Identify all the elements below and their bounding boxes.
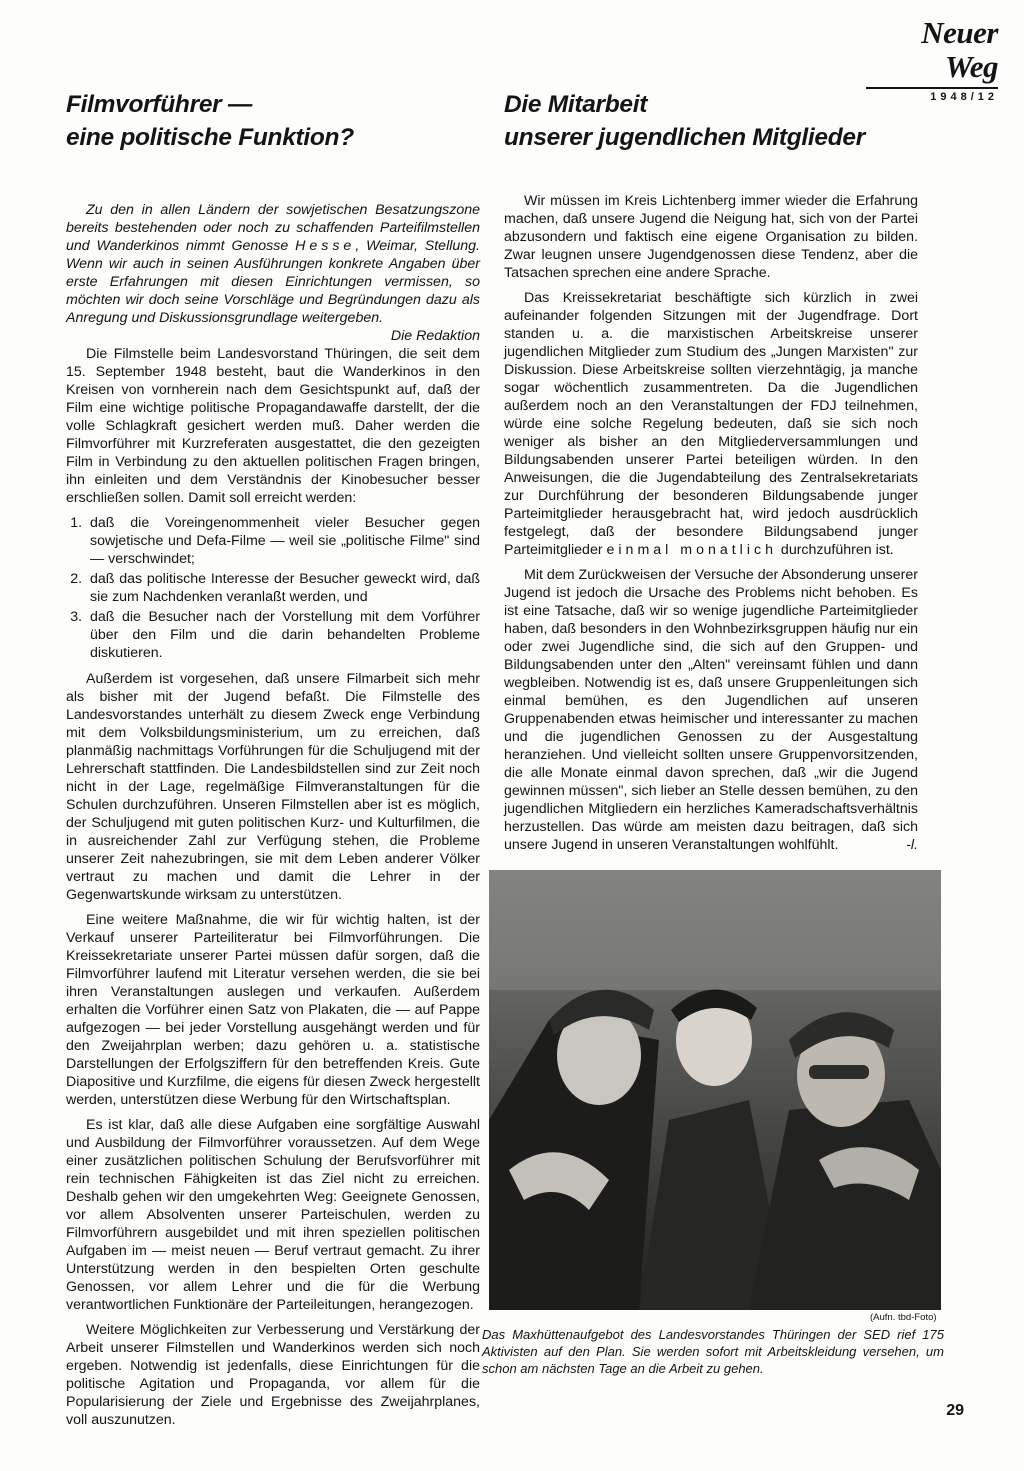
paragraph: Wir müssen im Kreis Lichtenberg immer wieder die Erfahrung machen, daß unsere Jugend die Neigung hat, sich von der Partei abzusondern und faktisch eine eigene Organisation zu bilden. Zwar leugnen unsere Jugendgenossen diese Tendenz, aber die Tatsachen sprechen eine andere Sprache. xyxy=(504,193,918,281)
photo-caption: Das Maxhüttenaufgebot des Landesvorstandes Thüringen der SED rief 175 Aktivisten auf den Plan. Sie werden sofort mit Arbeitskleidung versehen, um schon am nächsten Tage an die Arbeit zu gehen. xyxy=(482,1327,944,1376)
article-jugendliche-mitglieder xyxy=(504,88,918,861)
paragraph xyxy=(504,566,918,854)
author-signature: -l. xyxy=(906,837,918,853)
paragraph-text: Mit dem Zurückweisen der Versuche der Absonderung unserer Jugend ist jedoch die Ursache des Problems nicht behoben. Es ist eine Tatsache, daß wir so wenige jugendliche Parteimitglieder haben, daß besonders in den Wohnbezirksgruppen häufig nur ein oder zwei Jugendliche sind, die sich auf den Gruppen- und Bildungsabenden unter den „Alten" vereinsamt fühlen und dann wegbleiben. Notwendig ist es, daß unsere Gruppenleitungen sich einmal bemühen, es den Jugendlichen auf unseren Gruppenabenden etwas heimischer und interessanter zu machen und die jugendlichen Genossen zu der Ausgestaltung heranziehen. Und vielleicht sollten unsere Gruppenvorsitzenden, die alle Monate einmal davon sprechen, daß „wir die Jugend gewinnen müssen", sich lieber an Stelle dessen bemühen, zu den jugendlichen Mitgliedern ein herzliches Kameradschaftsverhältnis herzustellen. Das würde am meisten dazu beitragen, daß sich unsere Jugend in unseren Veranstaltungen wohlfühlt. xyxy=(504,567,918,853)
paragraph: Die Filmstelle beim Landesvorstand Thüringen, die seit dem 15. September 1948 besteht, baut die Wanderkinos in den Kreisen von vornherein nach dem Gesichtspunkt auf, daß der Film eine wichtige politische Propagandawaffe darstellt, der die volle Schlagkraft gesichert werden muß. Daher werden die Filmvorführer mit Kurzreferaten ausgestattet, die den gezeigten Film in Verbindung zu den aktuellen politischen Fragen bringen, ihn einleiten und dem Verständnis der Kinobesucher besser erschließen sollen. Damit soll erreicht werden: xyxy=(66,346,480,506)
editor-intro xyxy=(66,201,480,344)
intro-text: Zu den in allen Ländern der sowjetischen Besatzungszone bereits bestehenden oder noch zu schaffenden Parteifilmstellen und Wanderkinos nimmt Genosse xyxy=(66,202,480,254)
paragraph-text: Das Kreissekretariat beschäftigte sich kürzlich in zwei aufeinander folgenden Sitzungen mit der Jugendfrage. Dort standen u. a. die marxistischen Arbeitskreise unserer jugendlichen Mitglieder zum Studium des „Jungen Marxisten" zur Diskussion. Diese Arbeitskreise sollten vierzehntägig, ja manche sogar wöchentlich zusammentreten. Da die Jugendlichen außerdem noch an den Veranstaltungen der FDJ teilnehmen, würde eine solche Regelung bedeuten, daß sie sich noch weniger als bisher an den Mitgliederversammlungen und Bildungsabenden unserer Partei beteiligen würden. In den Anweisungen, die die Jugendabteilung des Zentralsekretariats zur Durchführung der besonderen Bildungsabende junger Parteimitglieder herausgebracht hat, wird jedoch ausdrücklich festgelegt, daß der besondere Bildungsabend junger Parteimitglieder xyxy=(504,290,918,558)
news-photo xyxy=(489,870,941,1310)
page-number: 29 xyxy=(946,1402,964,1419)
intro-author-name: Hesse xyxy=(295,238,356,254)
paragraph: Eine weitere Maßnahme, die wir für wichtig halten, ist der Verkauf unserer Parteiliteratur bei Filmvorführungen. Die Kreissekretariate unserer Partei müssen dafür sorgen, daß die Filmvorführer laufend mit Literatur versehen werden, die sie bei ihren Veranstaltungen auslegen und verkaufen. Außerdem erhalten die Vorführer einen Satz von Plakaten, die — auf Pappe aufgezogen — bei jeder Vorstellung ausgehängt werden und für den Zweijahrplan werben; dazu gehören u. a. statistische Darstellungen der Erfolgsziffern für den betreffenden Kreis. Gute Diapositive und Kurzfilme, die eigens für diesen Zweck hergestellt werden, unterstützen diese Werbung für den Wirtschaftsplan. xyxy=(66,912,480,1108)
goals-list xyxy=(66,514,480,662)
article-title xyxy=(504,88,918,154)
list-item: 1. daß die Voreingenommenheit vieler Besucher gegen sowjetische und Defa-Filme — weil sie „politische Filme" sind — verschwindet; xyxy=(86,514,480,568)
intro-text-rest: , Weimar, Stellung. Wenn wir auch in seinen Ausführungen konkrete Angaben über erste Erfahrungen mit diesen Einrichtungen vermissen, so möchten wir doch seine Vorschläge und Begründungen dazu als Anregung und Diskussionsgrundlage weitergeben. xyxy=(66,238,480,326)
article-title xyxy=(66,88,480,154)
paragraph: Weitere Möglichkeiten zur Verbesserung und Verstärkung der Arbeit unserer Filmstellen und Wanderkinos werden sich noch ergeben. Notwendig ist jedenfalls, diese Einrichtungen für die politische Agitation und Propaganda, vor allem für die Popularisierung der Ziele und Ergebnisse des Zweijahrplanes, voll auszunutzen. xyxy=(66,1322,480,1428)
title-line-1: Die Mitarbeit xyxy=(504,91,648,118)
photo-credit: (Aufn. tbd-Foto) xyxy=(870,1312,937,1323)
list-item: 2. daß das politische Interesse der Besucher geweckt wird, daß sie zum Nachdenken veranlaßt werden, und xyxy=(86,570,480,606)
magazine-logo: Neuer Weg xyxy=(921,15,998,84)
list-item: 3. daß die Besucher nach der Vorstellung mit dem Vorführer über den Film und die darin behandelten Probleme diskutieren. xyxy=(86,608,480,662)
paragraph xyxy=(504,289,918,559)
emphasized-text: einmal monatlich xyxy=(606,542,777,558)
issue-number: 1948/12 xyxy=(866,87,998,103)
article-body xyxy=(66,345,480,1429)
title-line-2: unserer jugendlichen Mitglieder xyxy=(504,124,865,151)
article-filmvorfuehrer xyxy=(66,88,480,1436)
article-body xyxy=(504,192,918,854)
editor-signature: Die Redaktion xyxy=(390,328,480,344)
paragraph: Es ist klar, daß alle diese Aufgaben eine sorgfältige Auswahl und Ausbildung der Filmvorführer voraussetzen. Auf dem Wege einer zusätzlichen politischen Schulung der Berufsvorführer mit rein technischen Fähigkeiten ist das Ziel nicht zu erreichen. Deshalb gehen wir den umgekehrten Weg: Geeignete Genossen, vor allem Absolventen unserer Parteischulen, werden zu Filmvorführern ausgebildet und mit ihren speziellen politischen Aufgaben im — meist neuen — Beruf vertraut gemacht. Zu ihrer Unterstützung werden in den bespielten Orten geschulte Genossen, vor allem Lehrer und die für die Werbung verantwortlichen Funktionäre der Parteileitungen, herangezogen. xyxy=(66,1117,480,1313)
photo-illustration xyxy=(489,870,941,1310)
title-line-1: Filmvorführer — xyxy=(66,91,253,118)
paragraph-text-end: durchzuführen ist. xyxy=(776,542,894,558)
title-line-2: eine politische Funktion? xyxy=(66,124,354,151)
paragraph: Außerdem ist vorgesehen, daß unsere Filmarbeit sich mehr als bisher mit der Jugend befaßt. Die Filmstelle des Landesvorstandes unterhält zu diesem Zweck enge Verbindung mit dem Volksbildungsministerium, um zu erreichen, daß planmäßig nachmittags Vorführungen für die Schuljugend mit der Lehrerschaft stattfinden. Die Landesbildstellen sind zur Zeit noch nicht in der Lage, regelmäßige Filmveranstaltungen für die Schulen durchzuführen. Unseren Filmstellen aber ist es möglich, der Schuljugend mit guten politischen Kurz- und Kulturfilmen, die in ausreichender Zahl zur Verfügung stehen, die Probleme unserer Zeit nahezubringen, sie mit dem Leben anderer Völker vertraut zu machen und damit die Lehrer in der Gegenwartskunde wirksam zu unterstützen. xyxy=(66,671,480,903)
